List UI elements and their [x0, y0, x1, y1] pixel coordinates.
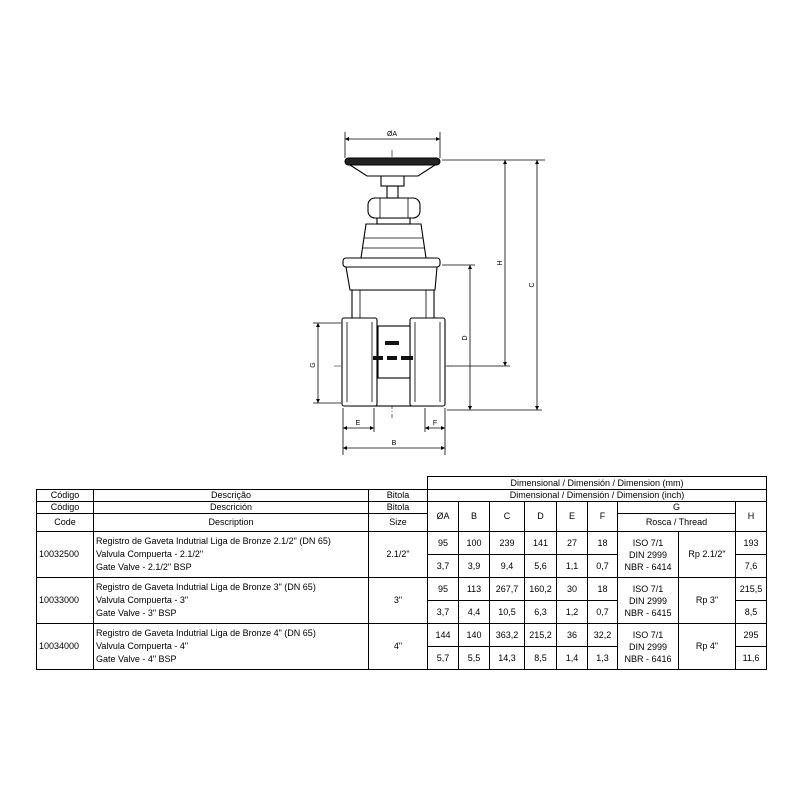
dim-d-mm: 141: [525, 532, 557, 555]
header-code-pt: Código: [37, 490, 94, 502]
table-row: [37, 624, 767, 647]
header-thread: Rosca / Thread: [618, 514, 736, 532]
description-line: Valvula Compuerta - 4": [96, 641, 189, 651]
gland-nut: [368, 198, 420, 218]
dim-e-inch: 1,4: [557, 647, 588, 670]
dim-a-mm: 95: [428, 532, 459, 555]
dim-a-mm: 95: [428, 578, 459, 601]
thread-standard: NBR - 6415: [624, 607, 672, 618]
dim-h-inch: 8,5: [736, 601, 767, 624]
dim-b-inch: 5,5: [459, 647, 490, 670]
product-code: 10033000: [37, 578, 94, 624]
dim-e-mm: 27: [557, 532, 588, 555]
valve-body: [342, 158, 445, 406]
product-size: 4": [369, 624, 428, 670]
header-dim-f: F: [588, 502, 618, 532]
dim-f-mm: 18: [588, 532, 618, 555]
dim-b-inch: 4,4: [459, 601, 490, 624]
dim-h-inch: 7,6: [736, 555, 767, 578]
thread-size: Rp 4": [679, 624, 736, 670]
description-line: Gate Valve - 4" BSP: [96, 654, 177, 664]
dim-b-mm: 140: [459, 624, 490, 647]
dim-f-inch: 0,7: [588, 555, 618, 578]
description-line: Registro de Gaveta Indutrial Liga de Bronze 4" (DN 65): [96, 628, 316, 638]
description-line: Registro de Gaveta Indutrial Liga de Bronze 3" (DN 65): [96, 582, 316, 592]
dim-f-mm: 18: [588, 578, 618, 601]
label-e: E: [355, 420, 361, 427]
header-dimension-inch: Dimensional / Dimensión / Dimension (inch): [428, 490, 767, 502]
dim-f-inch: 0,7: [588, 601, 618, 624]
table-body: [37, 532, 767, 670]
dimension-g: [310, 323, 341, 403]
header-size-en: Size: [369, 514, 428, 532]
product-description: [94, 532, 369, 578]
product-code: 10034000: [37, 624, 94, 670]
label-c: C: [529, 282, 536, 288]
header-dim-e: E: [557, 502, 588, 532]
header-dim-g: G: [618, 502, 736, 514]
label-b: B: [391, 440, 397, 447]
header-dim-h: H: [736, 502, 767, 532]
dim-h-inch: 11,6: [736, 647, 767, 670]
dim-b-mm: 100: [459, 532, 490, 555]
dim-d-mm: 160,2: [525, 578, 557, 601]
thread-standards: [618, 532, 679, 578]
product-description: [94, 578, 369, 624]
product-description: [94, 624, 369, 670]
thread-standard: ISO 7/1: [632, 537, 664, 548]
description-line: Gate Valve - 3" BSP: [96, 608, 177, 618]
gate-disc: [378, 326, 410, 378]
dim-c-mm: 363,2: [490, 624, 525, 647]
bonnet: [361, 224, 426, 258]
dim-h-mm: 193: [736, 532, 767, 555]
dim-e-mm: 30: [557, 578, 588, 601]
dimension-diameter-a: [345, 131, 440, 158]
product-size: 2.1/2": [369, 532, 428, 578]
header-dim-d: D: [525, 502, 557, 532]
description-line: Gate Valve - 2.1/2" BSP: [96, 562, 192, 572]
product-size: 3": [369, 578, 428, 624]
header-dim-a: ØA: [428, 502, 459, 532]
dim-a-inch: 3,7: [428, 601, 459, 624]
dim-f-inch: 1,3: [588, 647, 618, 670]
dim-f-mm: 32,2: [588, 624, 618, 647]
dim-a-mm: 144: [428, 624, 459, 647]
description-line: Valvula Compuerta - 2.1/2": [96, 549, 204, 559]
thread-standard: DIN 2999: [628, 549, 668, 560]
spec-table: [36, 476, 767, 670]
header-size-pt: Bitola: [369, 490, 428, 502]
label-d: D: [462, 335, 469, 341]
header-dim-c: C: [490, 502, 525, 532]
dim-d-inch: 8,5: [525, 647, 557, 670]
dim-c-mm: 267,7: [490, 578, 525, 601]
header-dim-b: B: [459, 502, 490, 532]
header-description-pt: Descrição: [94, 490, 369, 502]
dim-c-inch: 9,4: [490, 555, 525, 578]
handwheel: [350, 165, 435, 176]
thread-standard: NBR - 6416: [624, 653, 672, 664]
header-code-es: Código: [37, 502, 94, 514]
body-flange: [343, 258, 440, 267]
dim-b-mm: 113: [459, 578, 490, 601]
dim-h-mm: 215,5: [736, 578, 767, 601]
description-line: Registro de Gaveta Indutrial Liga de Bronze 2.1/2" (DN 65): [96, 536, 331, 546]
dim-d-mm: 215,2: [525, 624, 557, 647]
table-header: [37, 477, 767, 532]
dim-d-inch: 6,3: [525, 601, 557, 624]
label-g: G: [310, 362, 317, 368]
header-description-en: Description: [94, 514, 369, 532]
dim-h-mm: 295: [736, 624, 767, 647]
dimension-h: [447, 160, 510, 366]
table-row: [37, 532, 767, 555]
dimension-d: [442, 265, 475, 410]
thread-standard: DIN 2999: [628, 595, 668, 606]
dim-a-inch: 3,7: [428, 555, 459, 578]
stem: [387, 186, 398, 198]
thread-standard: ISO 7/1: [632, 629, 664, 640]
dimension-c: [447, 160, 542, 410]
label-h: H: [497, 260, 504, 266]
dimension-b: [343, 440, 445, 448]
header-dimension-mm: Dimensional / Dimensión / Dimension (mm): [428, 477, 767, 490]
dim-c-inch: 10,5: [490, 601, 525, 624]
table-row: [37, 578, 767, 601]
dim-c-mm: 239: [490, 532, 525, 555]
thread-standards: [618, 578, 679, 624]
description-line: Valvula Compuerta - 3": [96, 595, 189, 605]
label-f: F: [432, 420, 438, 427]
header-code-en: Code: [37, 514, 94, 532]
label-diameter-a: ØA: [386, 131, 398, 138]
thread-standard: ISO 7/1: [632, 583, 664, 594]
product-code: 10032500: [37, 532, 94, 578]
thread-standard: NBR - 6414: [624, 561, 672, 572]
blank-cell: [37, 477, 428, 490]
dim-e-inch: 1,1: [557, 555, 588, 578]
dim-a-inch: 5,7: [428, 647, 459, 670]
thread-standards: [618, 624, 679, 670]
thread-size: Rp 3": [679, 578, 736, 624]
dim-e-inch: 1,2: [557, 601, 588, 624]
thread-standard: DIN 2999: [628, 641, 668, 652]
dim-b-inch: 3,9: [459, 555, 490, 578]
dim-c-inch: 14,3: [490, 647, 525, 670]
dim-e-mm: 36: [557, 624, 588, 647]
thread-size: Rp 2.1/2": [679, 532, 736, 578]
header-size-es: Bitola: [369, 502, 428, 514]
dim-d-inch: 5,6: [525, 555, 557, 578]
header-description-es: Descrición: [94, 502, 369, 514]
